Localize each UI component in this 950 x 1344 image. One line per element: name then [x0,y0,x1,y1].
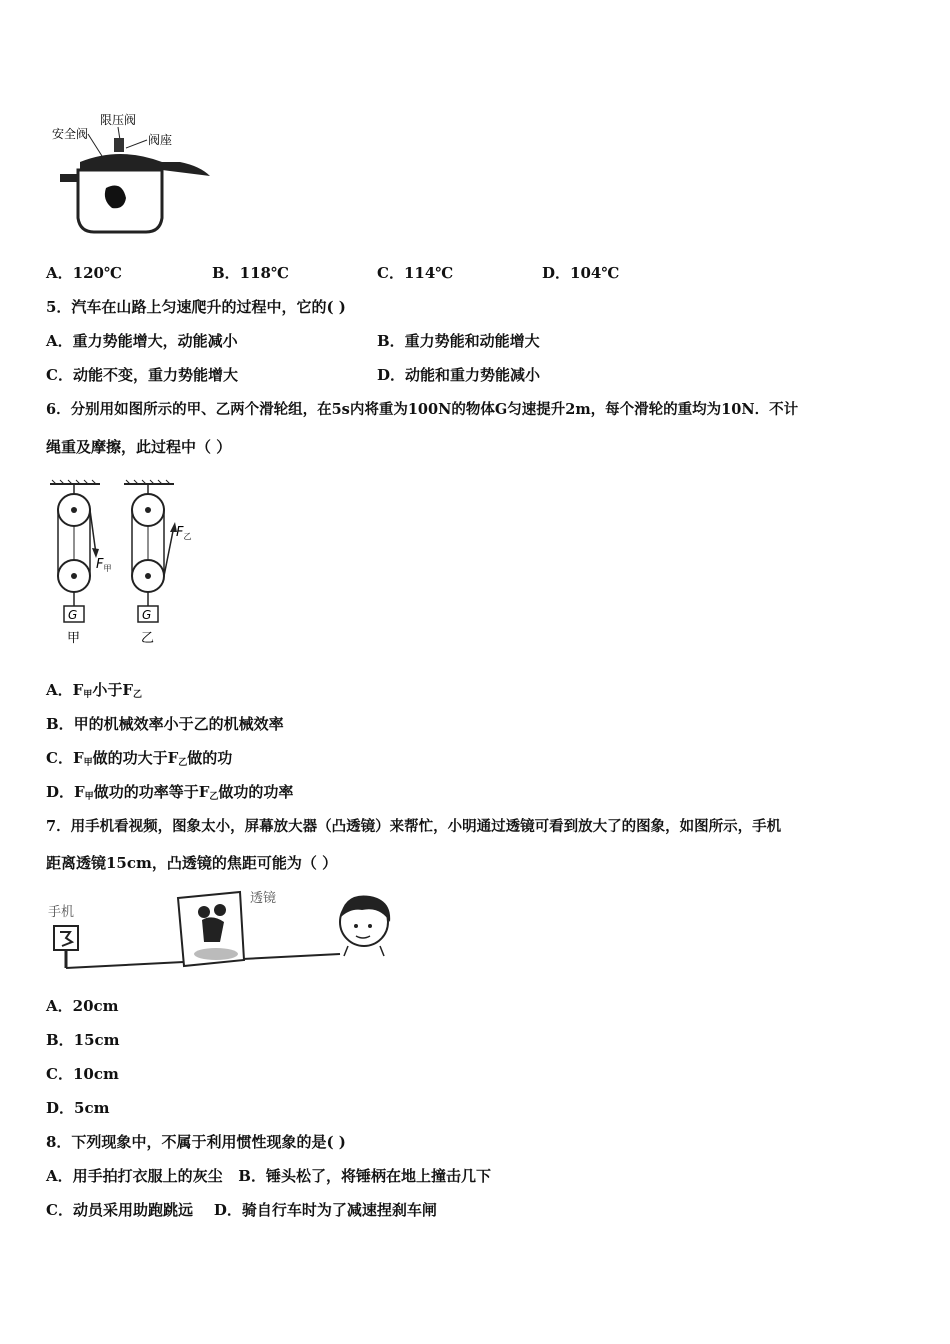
q8-stem: 8．下列现象中，不属于利用惯性现象的是( ) [46,1133,346,1151]
q4-option-c[interactable]: C．114℃ [377,264,454,282]
q5-option-d[interactable]: D．动能和重力势能减小 [377,366,541,384]
q8-options-ab[interactable]: A．用手拍打衣服上的灰尘 B．锤头松了，将锤柄在地上撞击几下 [46,1167,491,1185]
q6-stem-line1: 6．分别用如图所示的甲、乙两个滑轮组，在5s内将重为100N的物体G匀速提升2m，每个滑轮的重均为10N．不计 [46,401,799,418]
q7-option-a[interactable]: A．20cm [46,997,119,1015]
limit-valve-label: 限压阀 [100,113,137,127]
q4-option-d[interactable]: D．104℃ [542,264,620,282]
force-jia-label: $F_甲$ [96,557,112,573]
q5-option-b[interactable]: B．重力势能和动能增大 [377,332,540,350]
q7-option-c[interactable]: C．10cm [46,1065,119,1083]
q5-option-c[interactable]: C．动能不变，重力势能增大 [46,366,238,384]
q8-options-cd[interactable]: C．动员采用助跑跳远 D．骑自行车时为了减速捏刹车闸 [46,1201,437,1219]
q7-stem-line1: 7．用手机看视频，图象太小，屏幕放大器（凸透镜）来帮忙，小明通过透镜可看到放大了的图象，如图所示，手机 [46,818,782,835]
q4-option-a[interactable]: A．120℃ [46,264,122,282]
q7-stem-line2: 距离透镜15cm，凸透镜的焦距可能为（ ） [46,854,338,872]
phone-label: 手机 [48,905,75,920]
lens-label: 透镜 [250,891,277,906]
q6-option-c[interactable]: C．$F_甲$做的功大于$F_乙$做的功 [46,749,233,768]
q7-option-b[interactable]: B．15cm [46,1031,120,1049]
q4-option-b[interactable]: B．118℃ [212,264,289,282]
pulley-left-weight-label: G [68,608,78,622]
safety-valve-label: 安全阀 [52,127,89,141]
q7-option-d[interactable]: D．5cm [46,1099,110,1117]
valve-seat-label: 阀座 [148,133,173,147]
pulley-right-label: 乙 [141,631,155,646]
pressure-cooker-figure [50,110,220,240]
q6-option-b[interactable]: B．甲的机械效率小于乙的机械效率 [46,715,284,733]
pulley-figure [46,478,206,650]
pulley-left-label: 甲 [67,631,81,646]
q6-stem-line2: 绳重及摩擦，此过程中（ ） [46,438,232,456]
q5-option-a[interactable]: A．重力势能增大，动能减小 [46,332,238,350]
pulley-right-weight-label: G [142,608,152,622]
lens-figure [44,884,404,976]
q6-option-d[interactable]: D．$F_甲$做功的功率等于$F_乙$做功的功率 [46,783,294,802]
q6-option-a[interactable]: A．$F_甲$小于$F_乙$ [46,681,142,700]
force-yi-label: $F_乙$ [176,525,192,541]
q5-stem: 5．汽车在山路上匀速爬升的过程中，它的( ) [46,298,346,316]
